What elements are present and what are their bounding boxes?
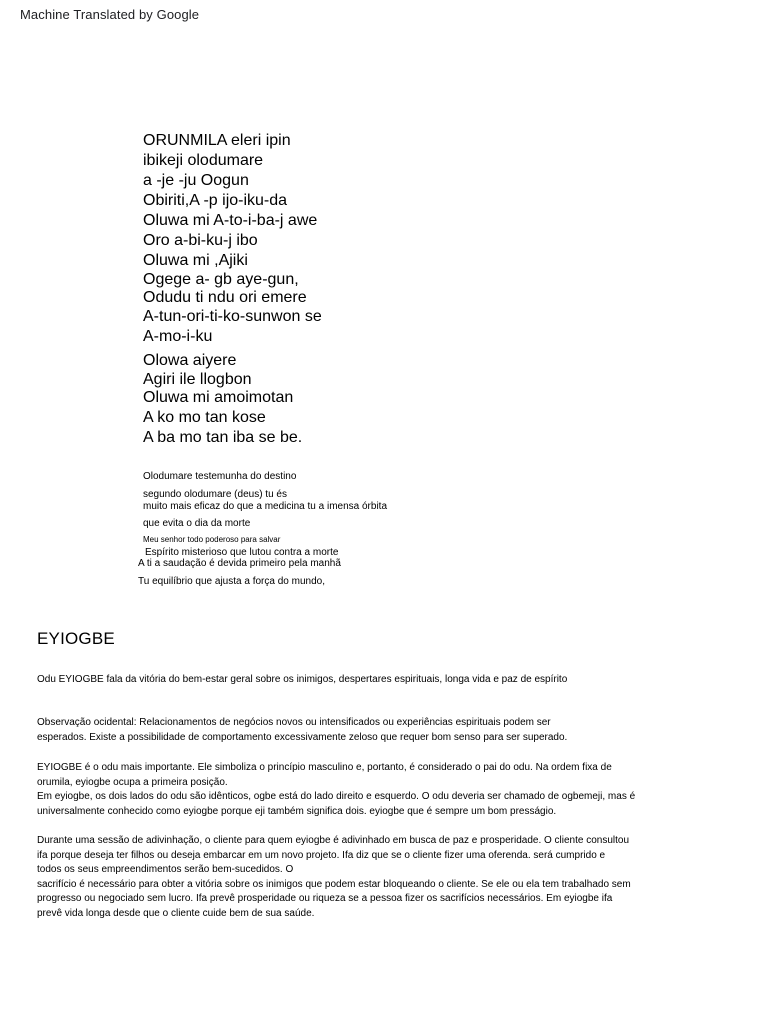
paragraph-line: sacrifício é necessário para obter a vitória sobre os inimigos que podem estar bloqueando o cliente. Se ele ou ela tem trabalhado sem bbox=[37, 878, 631, 890]
importance-paragraph bbox=[37, 761, 737, 819]
poem-line: Oluwa mi ,Ajiki bbox=[143, 252, 248, 269]
poem-line: Oro a-bi-ku-j ibo bbox=[143, 232, 258, 249]
paragraph-line: EYIOGBE é o odu mais importante. Ele simboliza o princípio masculino e, portanto, é considerado o pai do odu. Na ordem fixa de bbox=[37, 762, 612, 773]
poem-line: Oluwa mi A-to-i-ba-j awe bbox=[143, 212, 318, 229]
paragraph-line: Em eyiogbe, os dois lados do odu são idênticos, ogbe está do lado direito e esquerdo. O odu deveria ser chamado de ogbemeji, mas é bbox=[37, 791, 636, 802]
translation-line: Espírito misterioso que lutou contra a morte bbox=[145, 547, 339, 558]
section-title: EYIOGBE bbox=[37, 629, 115, 648]
paragraph-line: Observação ocidental: Relacionamentos de negócios novos ou intensificados ou experiências espirituais podem ser bbox=[37, 717, 551, 728]
paragraph-line: orumila, eyiogbe ocupa a primeira posição. bbox=[37, 776, 228, 788]
poem-line: A ko mo tan kose bbox=[143, 409, 266, 426]
poem-line: ORUNMILA eleri ipin bbox=[143, 132, 291, 149]
translation-line: muito mais eficaz do que a medicina tu a imensa órbita bbox=[143, 501, 388, 512]
poem-line: ibikeji olodumare bbox=[143, 152, 264, 169]
poem-line: A-mo-i-ku bbox=[143, 328, 213, 345]
translation-line: Olodumare testemunha do destino bbox=[143, 471, 297, 482]
translation-line: Meu senhor todo poderoso para salvar bbox=[143, 535, 281, 544]
translation-line: A ti a saudação é devida primeiro pela manhã bbox=[138, 558, 341, 569]
poem-line: Odudu ti ndu ori emere bbox=[143, 289, 307, 306]
poem-line: Obiriti,A -p ijo-iku-da bbox=[143, 192, 288, 209]
divination-paragraph bbox=[37, 834, 737, 921]
paragraph-line: Durante uma sessão de adivinhação, o cliente para quem eyiogbe é adivinhado em busca de paz e prosperidade. O cliente consultou bbox=[37, 835, 630, 846]
paragraph-line: esperados. Existe a possibilidade de comportamento excessivamente zeloso que requer bom senso para ser superado. bbox=[37, 731, 568, 743]
translation-line: que evita o dia da morte bbox=[143, 518, 251, 529]
poem-line: a -je -ju Oogun bbox=[143, 172, 249, 189]
poem-line: Ogege a- gb aye-gun, bbox=[143, 271, 299, 288]
poem-line: A-tun-ori-ti-ko-sunwon se bbox=[143, 308, 322, 325]
poem-line: A ba mo tan iba se be. bbox=[143, 429, 303, 446]
intro-paragraph: Odu EYIOGBE fala da vitória do bem-estar geral sobre os inimigos, despertares espirituais, longa vida e paz de espírito bbox=[37, 674, 568, 685]
paragraph-line: ifa porque deseja ter filhos ou deseja embarcar em um novo projeto. Ifa diz que se o cliente fizer uma oferenda. será cumprido e bbox=[37, 849, 606, 861]
poem-line: Agiri ile llogbon bbox=[143, 371, 252, 388]
translation-line: segundo olodumare (deus) tu és bbox=[143, 489, 287, 500]
yoruba-poem bbox=[143, 131, 543, 448]
paragraph-line: universalmente conhecido como eyiogbe porque eji também significa dois. eyiogbe que é sempre um bom presságio. bbox=[37, 805, 557, 817]
paragraph-line: todos os seus empreendimentos serão bem-sucedidos. O bbox=[37, 864, 294, 875]
observation-paragraph bbox=[37, 716, 737, 745]
translation-line: Tu equilíbrio que ajusta a força do mundo, bbox=[138, 576, 325, 587]
poem-line: Oluwa mi amoimotan bbox=[143, 389, 294, 406]
paragraph-line: progresso ou negociado sem lucro. Ifa prevê prosperidade ou riqueza se a pessoa fizer os sacrifícios necessários. Em eyiogbe ifa bbox=[37, 893, 613, 904]
machine-translation-notice: Machine Translated by Google bbox=[20, 7, 200, 22]
poem-line: Olowa aiyere bbox=[143, 352, 237, 369]
paragraph-line: prevê vida longa desde que o cliente cuide bem de sua saúde. bbox=[37, 907, 315, 919]
